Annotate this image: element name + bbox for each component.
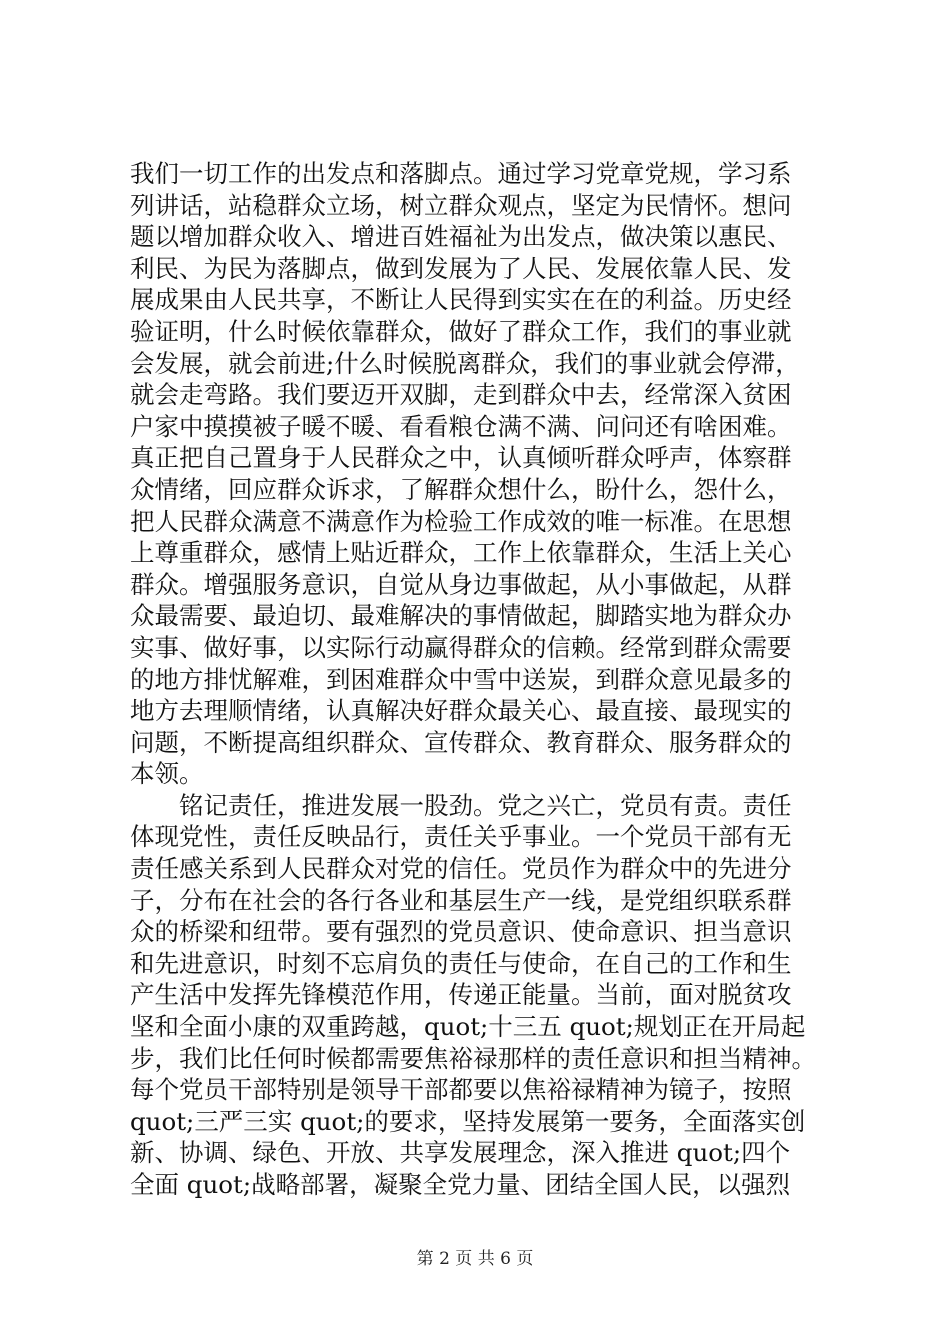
text-line: 众的桥梁和纽带。要有强烈的党员意识、使命意识、担当意识 [130, 917, 792, 947]
text-line: 户家中摸摸被子暖不暖、看看粮仓满不满、问问还有啥困难。 [130, 411, 792, 441]
text-line: 上尊重群众，感情上贴近群众，工作上依靠群众，生活上关心 [130, 538, 792, 568]
text-line: 和先进意识，时刻不忘肩负的责任与使命，在自己的工作和生 [130, 948, 792, 978]
page-footer: 第 2 页 共 6 页 [416, 1249, 534, 1269]
text-line: 展成果由人民共享，不断让人民得到实实在在的利益。历史经 [130, 285, 792, 315]
text-line: 把人民群众满意不满意作为检验工作成效的唯一标准。在思想 [130, 506, 792, 536]
text-line: 的地方排忧解难，到困难群众中雪中送炭，到群众意见最多的 [130, 664, 792, 694]
text-line: 列讲话，站稳群众立场，树立群众观点，坚定为民情怀。想问 [130, 190, 792, 220]
text-line: 铭记责任，推进发展一股劲。党之兴亡，党员有责。责任 [130, 790, 792, 820]
text-line: 众最需要、最迫切、最难解决的事情做起，脚踏实地为群众办 [130, 601, 792, 631]
document-body [130, 158, 830, 1201]
text-line: 实事、做好事，以实际行动赢得群众的信赖。经常到群众需要 [130, 632, 792, 662]
text-line: quot;三严三实 quot;的要求，坚持发展第一要务，全面落实创 [130, 1106, 806, 1136]
text-line: 利民、为民为落脚点，做到发展为了人民、发展依靠人民、发 [130, 253, 792, 283]
text-line: 新、协调、绿色、开放、共享发展理念，深入推进 quot;四个 [130, 1138, 791, 1168]
text-line: 本领。 [130, 759, 204, 789]
text-line: 我们一切工作的出发点和落脚点。通过学习党章党规，学习系 [130, 159, 792, 188]
text-line: 每个党员干部特别是领导干部都要以焦裕禄精神为镜子，按照 [130, 1075, 792, 1105]
text-line: 题以增加群众收入、增进百姓福祉为出发点，做决策以惠民、 [130, 222, 792, 252]
text-line: 坚和全面小康的双重跨越，quot;十三五 quot;规划正在开局起 [130, 1012, 806, 1042]
text-line: 全面 quot;战略部署，凝聚全党力量、团结全国人民，以强烈 [130, 1170, 791, 1199]
text-line: 问题，不断提高组织群众、宣传群众、教育群众、服务群众的 [130, 727, 792, 757]
text-line: 地方去理顺情绪，认真解决好群众最关心、最直接、最现实的 [130, 696, 792, 726]
text-line: 责任感关系到人民群众对党的信任。党员作为群众中的先进分 [130, 854, 792, 884]
text-line: 就会走弯路。我们要迈开双脚，走到群众中去，经常深入贫困 [130, 380, 792, 410]
text-line: 体现党性，责任反映品行，责任关乎事业。一个党员干部有无 [130, 822, 792, 852]
text-line: 众情绪，回应群众诉求，了解群众想什么，盼什么，怨什么， [130, 474, 792, 504]
text-line: 步，我们比任何时候都需要焦裕禄那样的责任意识和担当精神。 [130, 1043, 816, 1073]
text-line: 验证明，什么时候依靠群众，做好了群众工作，我们的事业就 [130, 316, 792, 346]
text-line: 子，分布在社会的各行各业和基层生产一线，是党组织联系群 [130, 885, 792, 915]
text-line: 群众。增强服务意识，自觉从身边事做起，从小事做起，从群 [130, 569, 792, 599]
text-line: 真正把自己置身于人民群众之中，认真倾听群众呼声，体察群 [130, 443, 792, 473]
text-line: 产生活中发挥先锋模范作用，传递正能量。当前，面对脱贫攻 [130, 980, 792, 1010]
text-line: 会发展，就会前进;什么时候脱离群众，我们的事业就会停滞， [130, 348, 800, 378]
